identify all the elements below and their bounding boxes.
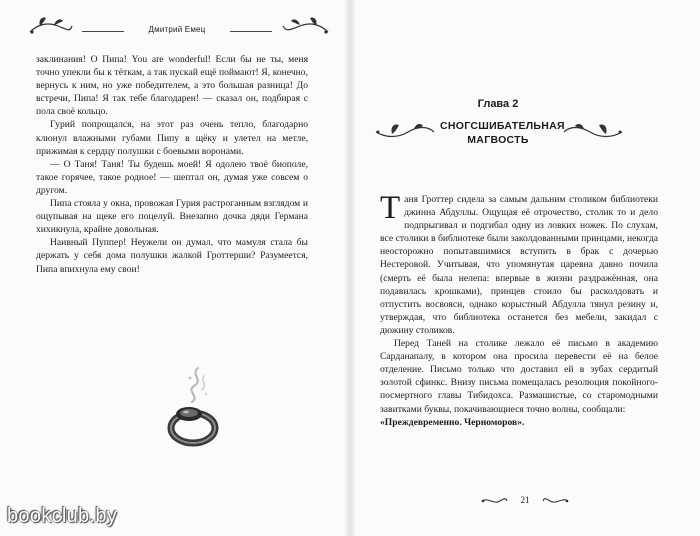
paragraph: заклинания! О Пипа! You are wonderful! Если бы не ты, меня точно упекли бы к тёткам, а так пускай ещё поймают! Я, конечно, вернусь к ним, но уже победителем, а это большая разница! До встречи, Пипа! Я так тебе благодарен! — сказал он, подбирая с пола своё кольцо.	[36, 54, 308, 118]
paragraph: Пипа стояла у окна, провожая Гурия растроганным взглядом и ощупывая на щеке его поцелуй. Внезапно дочка дяди Германа хихикнула, крайне довольная.	[36, 198, 308, 236]
watermark: bookclub.by	[7, 505, 118, 527]
page-number: 21	[520, 495, 530, 505]
magic-ring-illustration	[160, 364, 230, 454]
paragraph: Наивный Пуппер! Неужели он думал, что мамуля стала бы держать у себя дома полушки жалкой Гроттерши? Разумеется, Пипа впихнула ему свои!	[36, 237, 308, 275]
header-rule-left	[82, 31, 124, 32]
paragraph: — О Таня! Таня! Ты будешь моей! Я одолею твоё биополе, такое горячее, такое родное! — шептал он, думая уже совсем о другом.	[36, 158, 308, 196]
running-header	[22, 12, 337, 46]
chapter-ornament-right-icon	[562, 118, 624, 144]
running-header-author: Дмитрий Емец	[148, 25, 206, 34]
left-page-body	[36, 53, 308, 276]
header-rule-right	[230, 31, 272, 32]
vine-ornament-left-icon	[28, 14, 74, 40]
chapter-ornament-left-icon	[374, 118, 436, 144]
book-gutter	[344, 0, 356, 536]
right-page	[350, 0, 700, 536]
paragraph-text: аня Гроттер сидела за самым дальним столиком библиотеки джинна Абдуллы. Ощущая её отрочество, столик то и дело подпрыгивал и подгибал одну из ловких ножек. По слухам, все столики в библиотеке были заколдованными принцами, некогда неосторожно попытавшимися вступить в брак с дочерью Нестеровой. Учитывая, что упомянутая царевна давно почила (смерть её была нелепа: впервые в жизни раздражённая, она подавилась крошками), принцев стоило бы расколдовать и отпустить восвояси, однако корыстный Абдулла тянул резину и, утверждая, что библиотека останется без мебели, закидал с дюжину столиков.	[380, 194, 658, 336]
paragraph: Перед Таней на столике лежало её письмо в академию Сарданапалу, в котором она просила перевести её на белое отделение. Письмо только что доставил ей в зубах сердитый золотой сфинкс. Внизу письма помещалась резолюция покойного-посмертного главы Тибидохса. Размашистые, со старомодными завитками буквы, покачивающиеся точно волны, сообщали:	[380, 338, 658, 415]
footer-ornament-left-icon	[480, 495, 508, 507]
paragraph: Гурий попрощался, на этот раз очень тепло, благодарно клюнул влажными губами Пипу в щёку и улетел на метле, прижимая к сердцу полушки с боевыми воронами.	[36, 119, 308, 157]
resolution-text: «Преждевременно. Черноморов».	[380, 416, 525, 428]
drop-cap: Т	[380, 190, 401, 226]
chapter-title: СНОГСШИБАТЕЛЬНАЯ МАГВОСТЬ	[440, 120, 565, 146]
footer-ornament-right-icon	[542, 495, 570, 507]
chapter-number: Глава 2	[477, 98, 519, 110]
vine-ornament-right-icon	[280, 14, 330, 40]
